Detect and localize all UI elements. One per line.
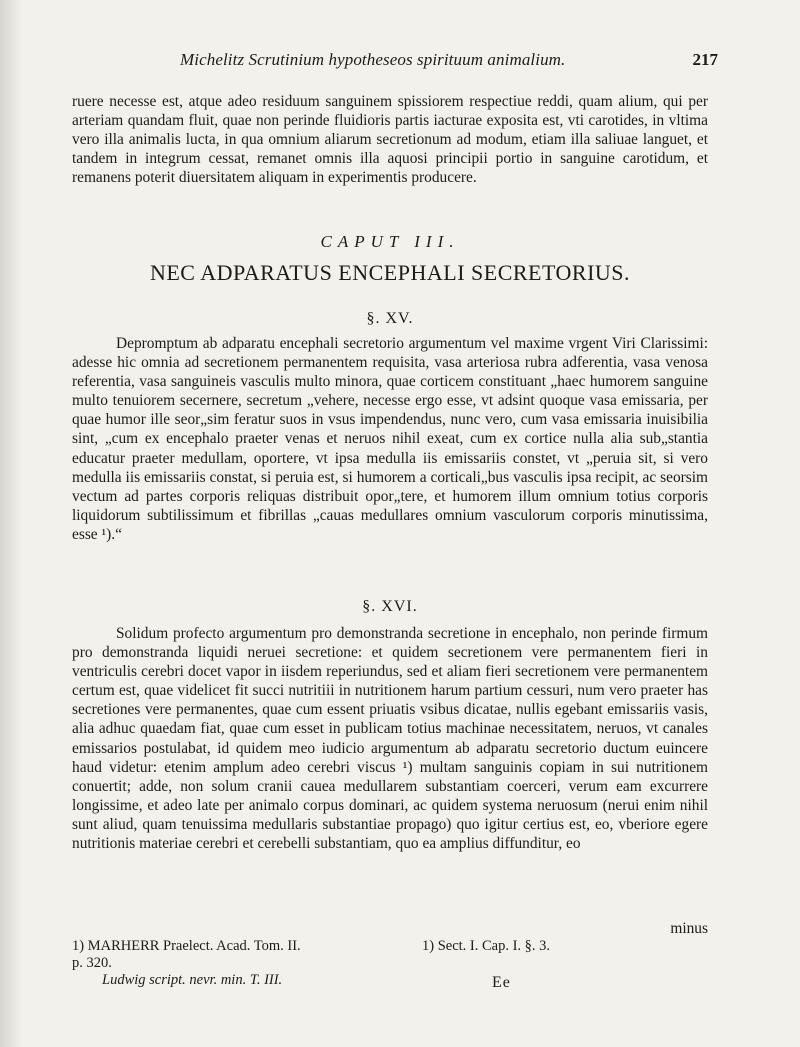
footnote-left-line-3: Ludwig script. nevr. min. T. III. [102, 972, 283, 988]
footnote-right [422, 938, 702, 955]
footnote-right-line-1: 1) Sect. I. Cap. I. §. 3. [422, 938, 551, 954]
section-heading-xv: §. XV. [366, 310, 414, 327]
signature-mark: Ee [492, 974, 511, 991]
page-header [170, 50, 718, 74]
chapter-title: NEC ADPARATUS ENCEPHALI SECRETORIUS. [149, 260, 631, 285]
intro-paragraph: ruere necesse est, atque adeo residuum sanguinem spissiorem respectiue reddi, quam alium, qui per arteriam quandam fluit, quae non perinde fluidioris partis iacturae exposita est, vti carotides, in vltima vero illa animalis lucta, in qua omnium aliarum secretionum ad modum, etiam illa saliuae languet, et tandem in integrum cessat, remanet omnis illa aquosi principii portio in sanguine carotidum, et remanens poterit diuersitatem aliquam in experimentis producere. [72, 93, 708, 187]
page-number: 217 [692, 50, 718, 69]
catchword: minus [670, 920, 708, 937]
page-gutter-shadow [0, 0, 22, 1047]
chapter-label: CAPUT III. [320, 232, 460, 251]
section-xvi-paragraph: Solidum profecto argumentum pro demonstranda secretione in encephalo, non perinde firmum pro demonstranda liquidi neruei secretione: et quidem secretionem vere permanentem fieri in ventriculis cerebri docet vapor in iisdem reperiundus, sed et aliam fieri secretionem vere permanentem certum est, quae videlicet fit succi nutritiii in nutritionem harum partium cessuri, num vero praeter has secretiones vere permanentes, quae cum essent priuatis vsibus dicatae, nullis egebant emissariis vasis, alia adhuc quaedam fiat, quae cum esset in publicam totius machinae necessitatem, neruos, vt canales emissarios postulabat, id quidem meo iudicio argumentum ab adparatu secretorio ductum euincere haud videtur: etenim amplum adeo cerebri viscus ¹) multam sanguinis copiam in sui nutritionem conuertit; adde, non solum cranii cauea medullarem substantiam coerceri, verum eam excurrere longissime, et adeo late per animalo corpus dominari, ac quidem systema neruosum (nerui enim nihil sunt aliud, quam tenuissima medullaris substantiae propago) quo igitur certius est, eo, vberiore egere nutritionis materiae cerebri et cerebelli substantiam, quo ea amplius diffunditur, eo [72, 625, 708, 853]
footnote-left [72, 938, 372, 989]
section-heading-xvi: §. XVI. [362, 598, 418, 615]
section-xvi-block [72, 624, 708, 853]
section-xv-block [72, 334, 708, 544]
section-xv-paragraph: Depromptum ab adparatu encephali secretorio argumentum vel maxime vrgent Viri Clarissimi: adesse hic omnia ad secretionem permanentem requisita, vasa arteriosa rubra adferentia, vasa venosa referentia, vasa sanguineis vasculis multo minora, quae corticem constituant „haec humorem sanguine multo tenuiorem secernere, secretum „vehere, necesse ergo esse, vt adsint quoque vasa emissaria, per quae humor ille seor„sim feratur suos in vsus impendendus, nunc vero, cum vasa emissaria inuisibilia sint, „cum ex encephalo praeter venas et neruos nihil exeat, cum ex cortice nulla alia sub„stantia educatur praeter medullam, oportere, vt ipsa medulla iis emissariis constet, vt „peruia sit, si vero medulla iis emissariis constat, si peruia est, si humorem a corticali„bus vasculis ipsa recipit, ac seorsim vectum ad partes corporis reliquas distribuit opor„tere, et humorem illum omnium totius corporis liquidorum subtilissimum et fibrillas „cauas medullares omnium vasculorum corporis minutissima, esse ¹).“ [72, 335, 708, 543]
intro-paragraph-block [72, 92, 708, 187]
footnote-left-line-2: p. 320. [72, 955, 112, 971]
footnote-left-line-1: 1) MARHERR Praelect. Acad. Tom. II. [72, 938, 301, 954]
footnotes [72, 938, 708, 994]
running-title: Michelitz Scrutinium hypotheseos spirituum animalium. [180, 50, 566, 69]
